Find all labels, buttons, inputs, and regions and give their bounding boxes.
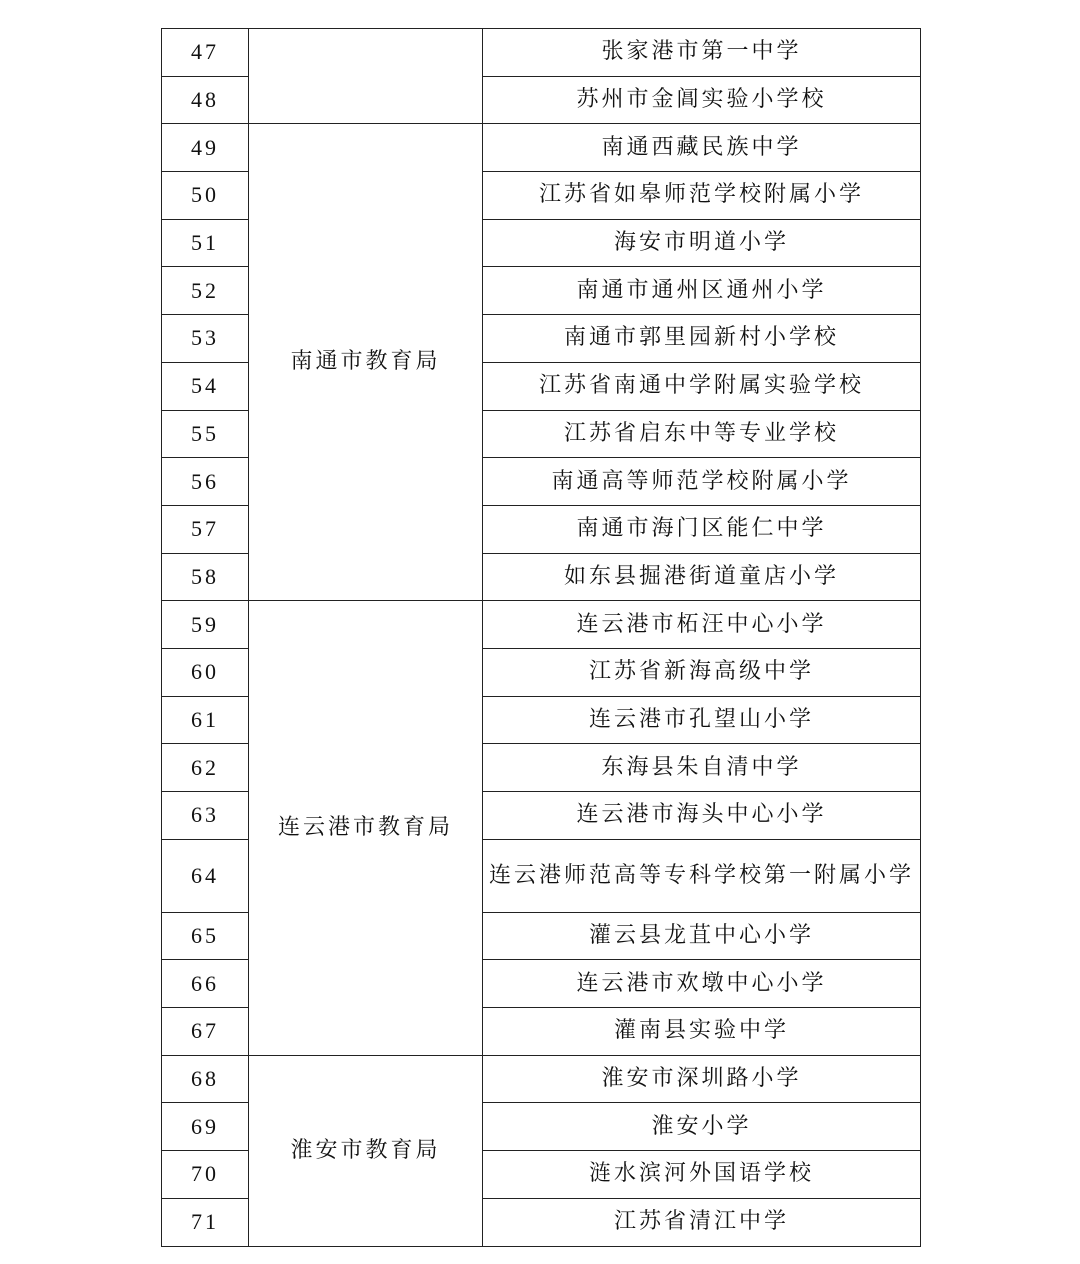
row-number: 62	[162, 744, 249, 792]
row-number: 47	[162, 29, 249, 77]
school-name: 江苏省如皋师范学校附属小学	[483, 172, 921, 220]
bureau-cell: 连云港市教育局	[249, 601, 483, 1056]
school-name: 连云港师范高等专科学校第一附属小学	[483, 839, 921, 912]
row-number: 66	[162, 960, 249, 1008]
school-name: 张家港市第一中学	[483, 29, 921, 77]
bureau-cell: 淮安市教育局	[249, 1055, 483, 1246]
school-name: 涟水滨河外国语学校	[483, 1151, 921, 1199]
school-name: 江苏省清江中学	[483, 1198, 921, 1246]
school-name: 如东县掘港街道童店小学	[483, 553, 921, 601]
school-name: 南通市通州区通州小学	[483, 267, 921, 315]
school-name: 东海县朱自清中学	[483, 744, 921, 792]
table-row	[162, 1055, 921, 1103]
school-name: 南通西藏民族中学	[483, 124, 921, 172]
row-number: 67	[162, 1008, 249, 1056]
row-number: 64	[162, 839, 249, 912]
school-name: 灌云县龙苴中心小学	[483, 912, 921, 960]
row-number: 49	[162, 124, 249, 172]
row-number: 71	[162, 1198, 249, 1246]
row-number: 52	[162, 267, 249, 315]
row-number: 68	[162, 1055, 249, 1103]
row-number: 69	[162, 1103, 249, 1151]
school-name: 连云港市海头中心小学	[483, 792, 921, 840]
row-number: 63	[162, 792, 249, 840]
school-name: 淮安市深圳路小学	[483, 1055, 921, 1103]
row-number: 59	[162, 601, 249, 649]
school-name: 连云港市柘汪中心小学	[483, 601, 921, 649]
row-number: 54	[162, 362, 249, 410]
row-number: 70	[162, 1151, 249, 1199]
row-number: 53	[162, 315, 249, 363]
row-number: 65	[162, 912, 249, 960]
bureau-cell	[249, 29, 483, 124]
table-row	[162, 124, 921, 172]
school-name: 南通市海门区能仁中学	[483, 505, 921, 553]
school-name: 南通市郭里园新村小学校	[483, 315, 921, 363]
school-name: 苏州市金阊实验小学校	[483, 76, 921, 124]
row-number: 56	[162, 458, 249, 506]
school-name: 灌南县实验中学	[483, 1008, 921, 1056]
row-number: 57	[162, 505, 249, 553]
school-list-table	[161, 28, 921, 1247]
school-name: 江苏省新海高级中学	[483, 648, 921, 696]
row-number: 50	[162, 172, 249, 220]
school-name: 南通高等师范学校附属小学	[483, 458, 921, 506]
row-number: 60	[162, 648, 249, 696]
row-number: 51	[162, 219, 249, 267]
table-row	[162, 29, 921, 77]
school-name: 江苏省启东中等专业学校	[483, 410, 921, 458]
row-number: 58	[162, 553, 249, 601]
school-name: 连云港市孔望山小学	[483, 696, 921, 744]
school-name: 江苏省南通中学附属实验学校	[483, 362, 921, 410]
school-name: 淮安小学	[483, 1103, 921, 1151]
row-number: 48	[162, 76, 249, 124]
row-number: 61	[162, 696, 249, 744]
table-row	[162, 601, 921, 649]
school-name: 连云港市欢墩中心小学	[483, 960, 921, 1008]
school-name: 海安市明道小学	[483, 219, 921, 267]
bureau-cell: 南通市教育局	[249, 124, 483, 601]
row-number: 55	[162, 410, 249, 458]
